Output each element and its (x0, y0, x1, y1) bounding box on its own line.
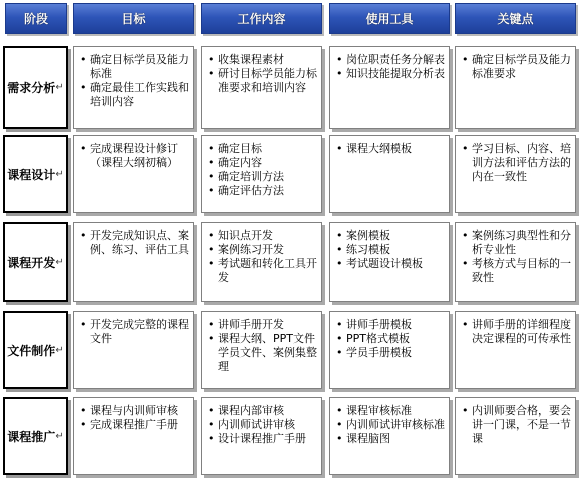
item-text: 课程大纲、PPT文件学员文件、案例集整理 (218, 332, 317, 373)
list-item (80, 318, 189, 346)
item-text: 确定目标学员及能力标准要求 (472, 53, 571, 80)
goals-cell (73, 222, 194, 302)
header-label: 目标 (121, 12, 146, 26)
list-item (80, 418, 189, 432)
header-label: 关键点 (497, 12, 534, 26)
item-text: 收集课程素材 (218, 53, 284, 66)
list-item (462, 257, 571, 285)
stage-course-promotion (3, 397, 68, 475)
stage-label: 课程开发 (7, 255, 56, 270)
item-text: 讲师手册模板 (346, 318, 412, 331)
item-text: 内训师试讲审核 (218, 418, 295, 431)
list-item (462, 229, 571, 257)
list-item (80, 81, 189, 109)
list-item (336, 53, 445, 67)
list-item (336, 243, 445, 257)
list-item (336, 404, 445, 418)
list-item (462, 142, 571, 184)
item-text: 课程内部审核 (218, 404, 284, 417)
stage-label: 需求分析 (7, 81, 56, 95)
key-cell (455, 311, 576, 389)
item-text: 内训师试讲审核标准 (346, 418, 445, 431)
item-text: 课程脑图 (346, 432, 390, 445)
header-key (455, 3, 576, 34)
list-item (208, 432, 317, 446)
list-item (336, 257, 445, 271)
item-text: 学习目标、内容、培训方法和评估方法的内在一致性 (472, 142, 571, 183)
list-item (336, 229, 445, 243)
return-mark: ↵ (55, 256, 64, 268)
tools-cell (329, 222, 450, 302)
stage-label: 课程设计 (7, 167, 56, 182)
return-mark: ↵ (55, 430, 64, 442)
list-item (208, 243, 317, 257)
work-cell (201, 222, 322, 302)
list-item (80, 229, 189, 257)
item-text: 知识技能提取分析表 (346, 67, 445, 80)
item-text: 学员手册模板 (346, 346, 412, 359)
tools-cell (329, 397, 450, 475)
stage-course-design (3, 135, 68, 213)
return-mark: ↵ (55, 168, 64, 180)
return-mark: ↵ (55, 82, 64, 93)
item-text: 研讨目标学员能力标准要求和培训内容 (218, 67, 317, 94)
work-cell (201, 46, 322, 129)
item-text: 练习模板 (346, 243, 390, 256)
goals-cell (73, 397, 194, 475)
list-item (208, 229, 317, 243)
item-text: 讲师手册的详细程度决定课程的可传承性 (472, 318, 571, 345)
item-text: 内训师要合格，要会讲一门课，不是一节课 (472, 404, 571, 445)
item-text: 确定评估方法 (218, 184, 284, 197)
list-item (336, 346, 445, 360)
list-item (208, 156, 317, 170)
stage-course-development (3, 222, 68, 302)
item-text: 岗位职责任务分解表 (346, 53, 445, 66)
item-text: 知识点开发 (218, 229, 273, 242)
goals-cell (73, 135, 194, 213)
tools-cell (329, 311, 450, 389)
list-item (462, 404, 571, 446)
key-cell (455, 46, 576, 129)
item-text: 完成课程设计修订（课程大纲初稿） (90, 142, 178, 169)
goals-cell (73, 311, 194, 389)
list-item (336, 318, 445, 332)
list-item (208, 184, 317, 198)
list-item (336, 332, 445, 346)
item-text: 确定目标 (218, 142, 262, 155)
list-item (80, 53, 189, 81)
item-text: 考核方式与目标的一致性 (472, 257, 571, 284)
item-text: 开发完成知识点、案例、练习、评估工具 (90, 229, 189, 256)
goals-cell (73, 46, 194, 129)
work-cell (201, 135, 322, 213)
item-text: PPT格式模板 (346, 332, 410, 345)
list-item (208, 257, 317, 285)
stage-label: 文件制作 (7, 343, 56, 358)
header-label: 工作内容 (237, 12, 286, 26)
key-cell (455, 135, 576, 213)
item-text: 确定最佳工作实践和培训内容 (90, 81, 189, 108)
stage-label: 课程推广 (7, 429, 56, 444)
list-item (208, 332, 317, 374)
list-item (208, 418, 317, 432)
return-mark: ↵ (55, 344, 64, 356)
header-label: 使用工具 (365, 12, 414, 26)
list-item (208, 318, 317, 332)
work-cell (201, 311, 322, 389)
list-item (208, 67, 317, 95)
list-item (462, 53, 571, 81)
list-item (208, 53, 317, 67)
list-item (462, 318, 571, 346)
header-label: 阶段 (23, 12, 48, 26)
list-item (208, 142, 317, 156)
list-item (208, 404, 317, 418)
item-text: 案例练习开发 (218, 243, 284, 256)
list-item (336, 432, 445, 446)
item-text: 案例练习典型性和分析专业性 (472, 229, 571, 256)
item-text: 确定目标学员及能力标准 (90, 53, 189, 80)
header-goals (73, 3, 194, 34)
item-text: 确定培训方法 (218, 170, 284, 183)
item-text: 考试题和转化工具开发 (218, 257, 317, 284)
stage-file-production (3, 311, 68, 389)
item-text: 课程大纲模板 (346, 142, 412, 155)
item-text: 完成课程推广手册 (90, 418, 178, 431)
work-cell (201, 397, 322, 475)
header-stage (5, 3, 67, 34)
item-text: 考试题设计模板 (346, 257, 423, 270)
key-cell (455, 222, 576, 302)
header-tools (329, 3, 450, 34)
list-item (80, 404, 189, 418)
item-text: 确定内容 (218, 156, 262, 169)
list-item (336, 418, 445, 432)
item-text: 讲师手册开发 (218, 318, 284, 331)
tools-cell (329, 135, 450, 213)
item-text: 课程审核标准 (346, 404, 412, 417)
key-cell (455, 397, 576, 475)
list-item (80, 142, 189, 170)
tools-cell (329, 46, 450, 129)
header-work (201, 3, 322, 34)
stage-needs-analysis (3, 46, 68, 129)
list-item (336, 67, 445, 81)
item-text: 课程与内训师审核 (90, 404, 178, 417)
list-item (208, 170, 317, 184)
list-item (336, 142, 445, 156)
item-text: 案例模板 (346, 229, 390, 242)
item-text: 设计课程推广手册 (218, 432, 306, 445)
item-text: 开发完成完整的课程文件 (90, 318, 189, 345)
